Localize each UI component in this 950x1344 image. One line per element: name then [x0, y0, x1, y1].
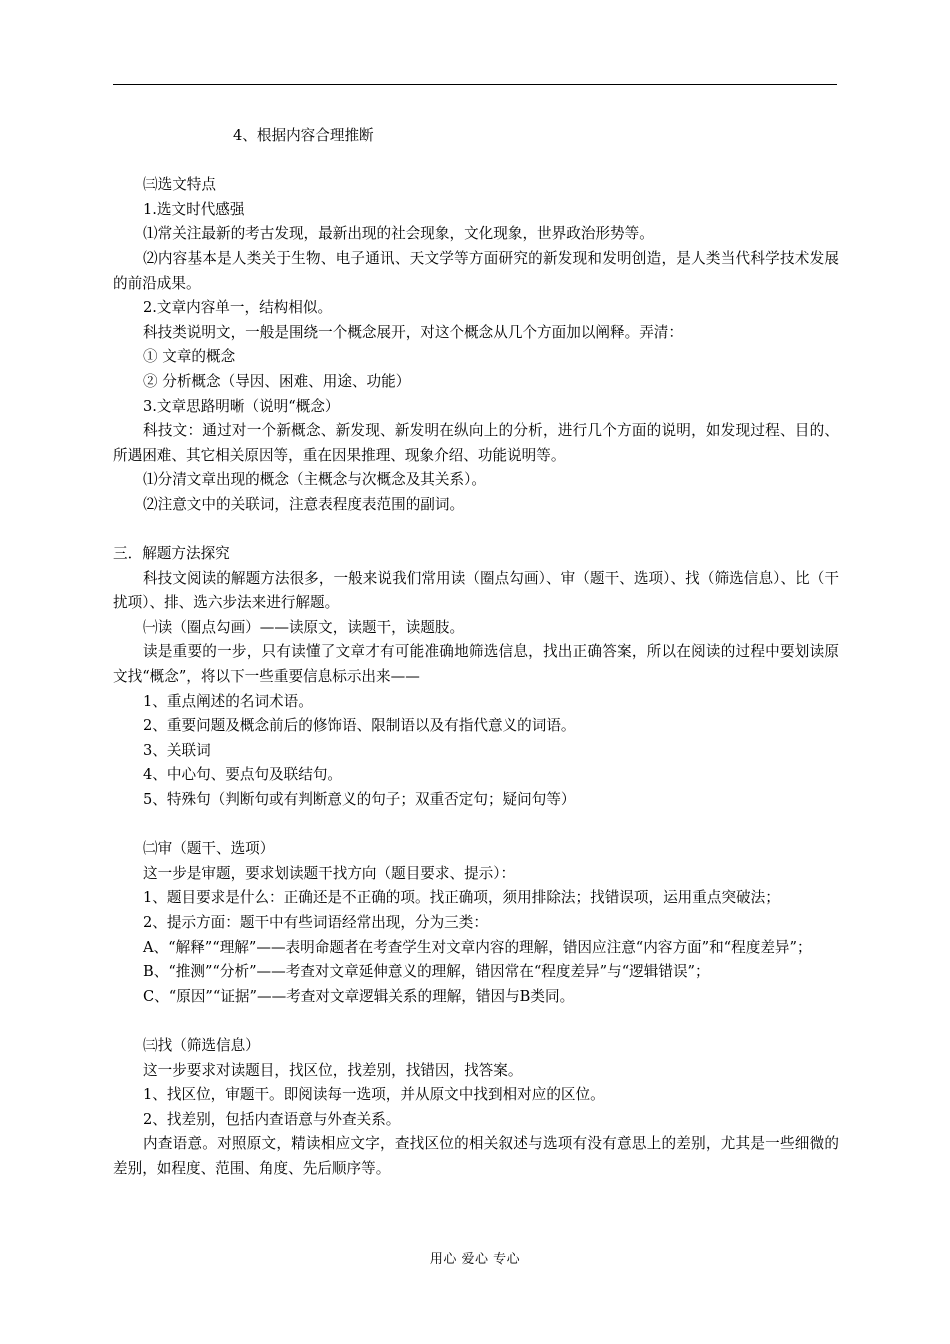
spacer [113, 813, 839, 838]
list-item: 3、关联词 [143, 741, 211, 759]
list-item: 2、找差别，包括内查语意与外查关系。 [143, 1110, 401, 1128]
paragraph: 科技类说明文，一般是围绕一个概念展开，对这个概念从几个方面加以阐释。弄清： [143, 323, 683, 341]
list-item: ① 文章的概念 [143, 348, 236, 366]
spacer [113, 149, 839, 174]
paragraph: 内查语意。对照原文，精读相应文字，查找区位的相关叙述与选项有没有意思上的差别，尤其是一些细微的差别，如程度、范围、角度、先后顺序等。 [113, 1135, 839, 1177]
subheading: 3.文章思路明晰（说明“概念） [143, 397, 340, 415]
paragraph: 科技文阅读的解题方法很多，一般来说我们常用读（圈点勾画）、审（题干、选项）、找（筛选信息）、比（干扰项）、排、选六步法来进行解题。 [113, 569, 839, 612]
list-item: B、“推测”“分析”——考查对文章延伸意义的理解，错因常在“程度差异”与“逻辑错误”； [143, 963, 710, 981]
list-item: ② 分析概念（导因、困难、用途、功能） [143, 372, 411, 390]
list-item: C、“原因”“证据”——考查对文章逻辑关系的理解，错因与B类同。 [143, 987, 575, 1005]
page-footer: 用心 爱心 专心 [429, 1252, 521, 1267]
section-title: 三．解题方法探究 [113, 545, 230, 563]
list-item: 2、重要问题及概念前后的修饰语、限制语以及有指代意义的词语。 [143, 717, 576, 735]
list-item: ⑵注意文中的关联词，注意表程度表范围的副词。 [143, 495, 465, 513]
list-item: 2、提示方面：题干中有些词语经常出现，分为三类： [143, 914, 488, 931]
spacer [113, 518, 839, 543]
list-item: ⑴常关注最新的考古发现，最新出现的社会现象，文化现象，世界政治形势等。 [143, 225, 654, 243]
document-body [113, 124, 839, 1182]
list-item: 4、根据内容合理推断 [233, 127, 374, 144]
paragraph: 科技文：通过对一个新概念、新发现、新发明在纵向上的分析，进行几个方面的说明，如发现过程、目的、所遇困难、其它相关原因等，重在因果推理、现象介绍、功能说明等。 [113, 422, 839, 464]
list-item: A、“解释”“理解”——表明命题者在考查学生对文章内容的理解，错因应注意“内容方面”和“程度差异”； [143, 938, 812, 956]
paragraph: 这一步要求对读题目，找区位，找差别，找错因，找答案。 [143, 1061, 523, 1079]
header-rule [113, 84, 837, 85]
section-heading: ㈡审（题干、选项） [143, 840, 275, 858]
section-heading: ㈢找（筛选信息） [143, 1036, 260, 1054]
section-heading: ㈠读（圈点勾画）——读原文，读题干，读题肢。 [143, 618, 465, 636]
list-item: 5、特殊句（判断句或有判断意义的句子；双重否定句；疑问句等） [143, 791, 576, 809]
list-item: 1、题目要求是什么：正确还是不正确的项。找正确项，须用排除法；找错误项，运用重点突破法； [143, 889, 780, 907]
section-heading: ㈢选文特点 [143, 176, 216, 194]
list-item: 1、找区位，审题干。即阅读每一选项，并从原文中找到相对应的区位。 [143, 1086, 605, 1104]
subheading: 1.选文时代感强 [143, 200, 245, 218]
list-item: 1、重点阐述的名词术语。 [143, 692, 313, 710]
list-item: ⑴分清文章出现的概念（主概念与次概念及其关系）。 [143, 471, 486, 489]
paragraph: 这一步是审题，要求划读题干找方向（题目要求、提示）： [143, 864, 516, 882]
subheading: 2.文章内容单一，结构相似。 [143, 299, 333, 317]
spacer [113, 1009, 839, 1034]
list-item: 4、中心句、要点句及联结句。 [143, 766, 343, 784]
paragraph: 读是重要的一步，只有读懂了文章才有可能准确地筛选信息，找出正确答案，所以在阅读的过程中要划读原文找“概念”，将以下一些重要信息标示出来—— [113, 643, 839, 686]
paragraph: ⑵内容基本是人类关于生物、电子通讯、天文学等方面研究的新发现和发明创造，是人类当代科学技术发展的前沿成果。 [113, 249, 839, 292]
